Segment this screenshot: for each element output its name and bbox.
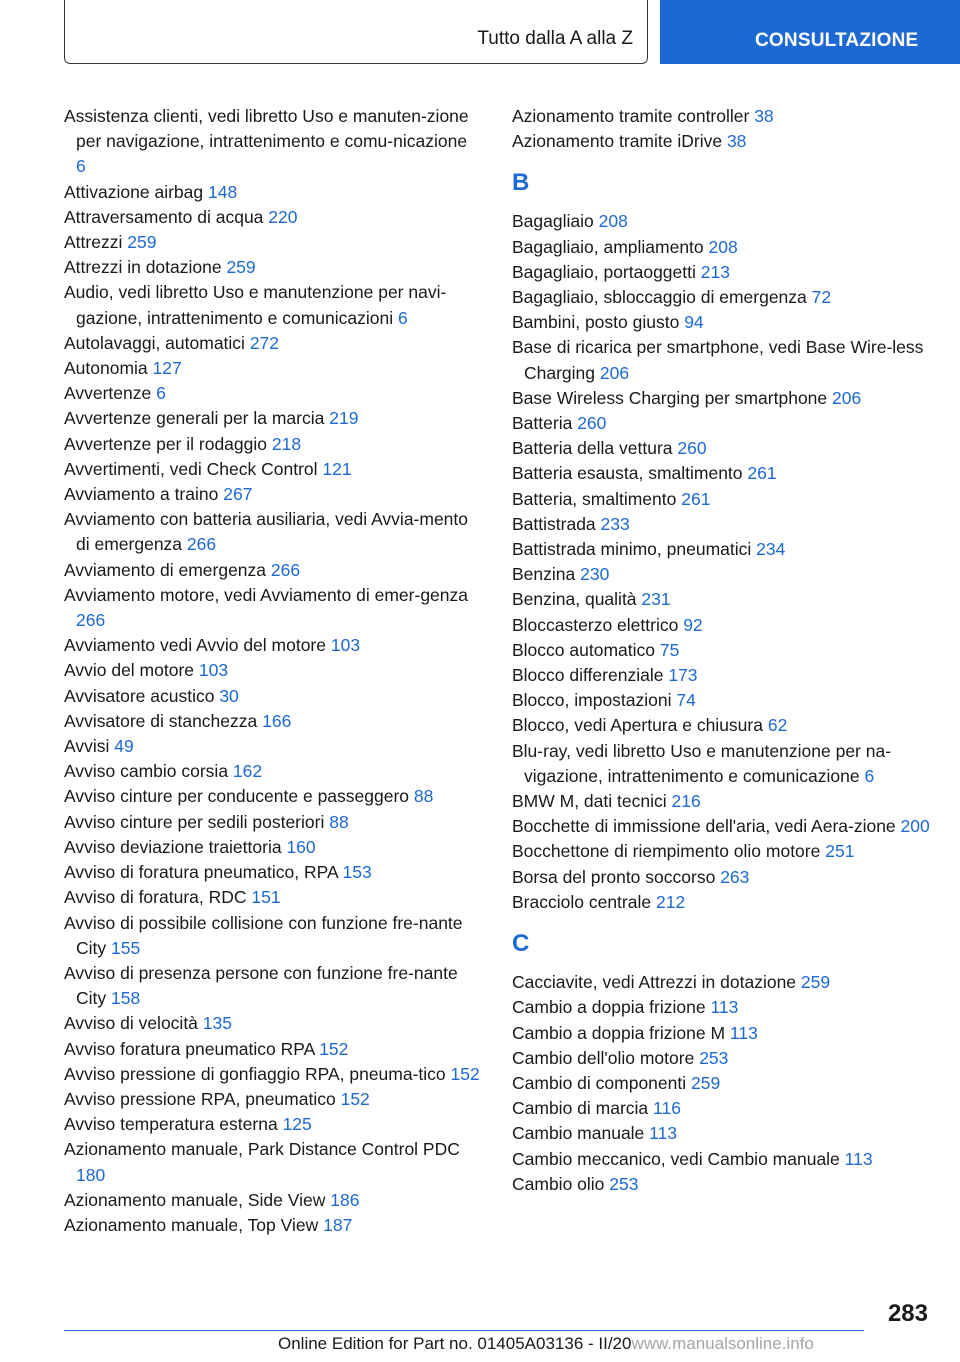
index-entry <box>64 633 480 658</box>
index-entry <box>512 285 932 310</box>
index-entry <box>64 684 480 709</box>
entry-term: Cambio meccanico, vedi Cambio manuale <box>512 1148 840 1169</box>
entry-term: Batteria esausta, smaltimento <box>512 463 743 484</box>
index-entry <box>64 381 480 406</box>
entry-page-link[interactable]: 266 <box>270 559 301 580</box>
entry-page-link[interactable]: 148 <box>208 181 238 202</box>
page-number: 283 <box>887 1300 928 1327</box>
entry-page-link[interactable]: 116 <box>653 1098 681 1119</box>
index-entry <box>512 129 932 154</box>
entry-term: Bracciolo centrale <box>512 891 652 912</box>
index-entry <box>512 713 932 738</box>
entry-page-link[interactable]: 152 <box>450 1063 480 1084</box>
index-entry <box>64 709 480 734</box>
entry-page-link[interactable]: 30 <box>219 685 239 706</box>
index-entry <box>64 457 480 482</box>
entry-page-link[interactable]: 219 <box>329 408 359 429</box>
entry-term: Battistrada minimo, pneumatici <box>512 539 752 560</box>
index-entry <box>64 835 480 860</box>
index-entry <box>64 432 480 457</box>
entry-page-link[interactable]: 152 <box>319 1038 349 1059</box>
entry-term: Attrezzi <box>64 232 123 253</box>
entry-page-link[interactable]: 113 <box>649 1123 678 1144</box>
index-entry <box>512 970 932 995</box>
entry-page-link[interactable]: 88 <box>413 786 434 807</box>
entry-page-link[interactable]: 74 <box>676 690 696 711</box>
entry-term: Avviso pressione RPA, pneumatico <box>64 1088 336 1109</box>
entry-term: Avviso di velocità <box>64 1013 198 1034</box>
entry-term: Avvisatore acustico <box>64 685 215 706</box>
entry-term: Cambio manuale <box>512 1123 645 1144</box>
entry-page-link[interactable]: 186 <box>330 1189 360 1210</box>
index-entry <box>512 1071 932 1096</box>
edition-note: Online Edition for Part no. 01405A03136 - II/20 <box>278 1334 632 1353</box>
entry-term: Avvertenze generali per la marcia <box>64 408 325 429</box>
letter-heading-c: C <box>512 930 530 958</box>
index-entry <box>64 658 480 683</box>
entry-term: Avviso di presenza persone con funzione fre-nante City <box>64 962 458 1009</box>
index-entry <box>512 487 932 512</box>
index-entry <box>512 613 932 638</box>
entry-term: Avviso di foratura, RDC <box>64 887 247 908</box>
index-entry <box>512 587 932 612</box>
index-entry <box>64 104 480 180</box>
entry-term: Avviso cinture per conducente e passeggero <box>64 786 410 807</box>
entry-page-link[interactable]: 253 <box>699 1047 729 1068</box>
index-entry <box>64 784 480 809</box>
index-entry <box>64 331 480 356</box>
entry-term: Cambio a doppia frizione M <box>512 1022 726 1043</box>
index-entry <box>64 734 480 759</box>
entry-term: Autonomia <box>64 358 148 379</box>
entry-page-link[interactable]: 267 <box>223 484 253 505</box>
entry-page-link[interactable]: 251 <box>825 841 855 862</box>
index-entry <box>512 739 932 789</box>
entry-page-link[interactable]: 200 <box>900 816 930 837</box>
section-title: Tutto dalla A alla Z <box>477 28 633 49</box>
entry-page-link[interactable]: 216 <box>671 791 701 812</box>
index-entry <box>64 911 480 961</box>
entry-term: Azionamento manuale, Park Distance Control PDC <box>64 1139 460 1160</box>
entry-term: Cambio dell'olio motore <box>512 1047 695 1068</box>
index-entry <box>64 1112 480 1137</box>
entry-page-link[interactable]: 230 <box>580 564 610 585</box>
entry-page-link[interactable]: 113 <box>844 1148 873 1169</box>
index-entry <box>512 235 932 260</box>
entry-term: Cambio olio <box>512 1173 605 1194</box>
entry-page-link[interactable]: 153 <box>342 862 372 883</box>
entry-page-link[interactable]: 160 <box>286 836 316 857</box>
entry-page-link[interactable]: 166 <box>262 710 292 731</box>
entry-page-link[interactable]: 212 <box>655 891 686 912</box>
entry-term: Autolavaggi, automatici <box>64 332 245 353</box>
index-entry <box>512 260 932 285</box>
entry-page-link[interactable]: 135 <box>202 1013 232 1034</box>
index-entry <box>512 688 932 713</box>
entry-page-link[interactable]: 121 <box>322 458 352 479</box>
entry-page-link[interactable]: 263 <box>720 866 750 887</box>
entry-term: Avviso temperatura esterna <box>64 1114 278 1135</box>
entry-term: Avvisatore di stanchezza <box>64 710 258 731</box>
entry-term: Assistenza clienti, vedi libretto Uso e manuten-zione per navigazione, intrattenimento e comu-nicazione <box>64 106 469 152</box>
index-entry <box>64 180 480 205</box>
entry-term: Bloccasterzo elettrico <box>512 614 679 635</box>
index-entry <box>512 1046 932 1071</box>
index-entry <box>512 411 932 436</box>
entry-term: Blocco automatico <box>512 639 655 660</box>
index-entry <box>512 436 932 461</box>
entry-page-link[interactable]: 218 <box>271 433 302 454</box>
entry-page-link[interactable]: 158 <box>111 988 141 1009</box>
entry-term: Batteria della vettura <box>512 438 673 459</box>
entry-term: Bagagliaio <box>512 211 594 232</box>
entry-term: Avvertimenti, vedi Check Control <box>64 458 318 479</box>
index-entry <box>64 507 480 557</box>
index-entry <box>512 209 932 234</box>
entry-page-link[interactable]: 151 <box>251 887 281 908</box>
entry-term: Avvertenze per il rodaggio <box>64 433 267 454</box>
index-entry <box>64 1037 480 1062</box>
entry-term: Avviso foratura pneumatico RPA <box>64 1038 315 1059</box>
index-entry <box>512 386 932 411</box>
entry-term: Avviso di possibile collisione con funzione fre-nante City <box>64 912 463 958</box>
index-entry <box>512 104 932 129</box>
entry-term: Cambio di componenti <box>512 1072 687 1093</box>
entry-page-link[interactable]: 260 <box>577 413 607 434</box>
entry-page-link[interactable]: 208 <box>708 236 738 257</box>
entry-term: Audio, vedi libretto Uso e manutenzione per navi-gazione, intrattenimento e comunicazioni <box>64 282 447 328</box>
index-entry <box>64 482 480 507</box>
entry-term: BMW M, dati tecnici <box>512 791 667 812</box>
entry-term: Base di ricarica per smartphone, vedi Base Wire-less Charging <box>512 337 924 383</box>
index-entry <box>64 255 480 280</box>
entry-term: Benzina, qualità <box>512 589 637 610</box>
index-entry <box>512 890 932 915</box>
entry-term: Avviso pressione di gonfiaggio RPA, pneuma-tico <box>64 1063 446 1084</box>
index-entry <box>64 1213 480 1238</box>
entry-page-link[interactable]: 260 <box>677 438 707 459</box>
index-entry <box>64 1188 480 1213</box>
entry-page-link[interactable]: 261 <box>681 488 711 509</box>
entry-term: Benzina <box>512 564 576 585</box>
entry-page-link[interactable]: 180 <box>76 1164 106 1185</box>
entry-page-link[interactable]: 113 <box>729 1022 758 1043</box>
entry-page-link[interactable]: 6 <box>398 307 408 328</box>
entry-page-link[interactable]: 253 <box>609 1173 639 1194</box>
entry-page-link[interactable]: 259 <box>226 257 256 278</box>
entry-page-link[interactable]: 6 <box>76 156 86 177</box>
entry-term: Avviamento vedi Avvio del motore <box>64 635 326 656</box>
entry-term: Azionamento manuale, Side View <box>64 1189 326 1210</box>
index-entry <box>512 1172 932 1197</box>
entry-term: Avviso di foratura pneumatico, RPA <box>64 862 338 883</box>
entry-page-link[interactable]: 231 <box>641 589 671 610</box>
entry-page-link[interactable]: 259 <box>127 232 157 253</box>
entry-term: Avviamento motore, vedi Avviamento di emer-genza <box>64 584 469 605</box>
entry-term: Avviso cambio corsia <box>64 761 229 782</box>
entry-term: Azionamento tramite iDrive <box>512 131 723 152</box>
entry-page-link[interactable]: 6 <box>156 383 166 404</box>
entry-page-link[interactable]: 234 <box>756 539 786 560</box>
entry-page-link[interactable]: 266 <box>186 534 217 555</box>
entry-page-link[interactable]: 88 <box>329 811 349 832</box>
entry-term: Bocchettone di riempimento olio motore <box>512 841 821 862</box>
index-entry <box>512 995 932 1020</box>
index-entry <box>64 280 480 330</box>
entry-page-link[interactable]: 266 <box>76 610 106 631</box>
entry-term: Cacciavite, vedi Attrezzi in dotazione <box>512 972 797 993</box>
entry-page-link[interactable]: 259 <box>691 1072 721 1093</box>
entry-page-link[interactable]: 103 <box>330 635 361 656</box>
chapter-tab-label: CONSULTAZIONE <box>755 30 919 51</box>
entry-term: Avvisi <box>64 736 110 757</box>
index-entry <box>64 1062 480 1087</box>
entry-term: Attivazione airbag <box>64 181 204 202</box>
entry-term: Bocchette di immissione dell'aria, vedi Aera-zione <box>512 816 896 837</box>
entry-page-link[interactable]: 259 <box>800 972 831 993</box>
entry-term: Cambio di marcia <box>512 1098 649 1119</box>
entry-page-link[interactable]: 272 <box>249 332 280 353</box>
index-entry <box>512 512 932 537</box>
entry-page-link[interactable]: 220 <box>268 206 298 227</box>
entry-term: Blocco, impostazioni <box>512 690 672 711</box>
entry-term: Blocco, vedi Apertura e chiusura <box>512 715 763 736</box>
entry-term: Base Wireless Charging per smartphone <box>512 387 828 408</box>
entry-term: Attraversamento di acqua <box>64 206 264 227</box>
entry-term: Bagagliaio, ampliamento <box>512 236 704 257</box>
entry-term: Avvertenze <box>64 383 152 404</box>
index-entry <box>512 839 932 864</box>
index-entry <box>512 1096 932 1121</box>
entry-page-link[interactable]: 49 <box>114 736 134 757</box>
index-entry <box>512 335 932 385</box>
index-column-left <box>64 104 480 1238</box>
entry-term: Avviso deviazione traiettoria <box>64 836 282 857</box>
index-entry <box>512 1021 932 1046</box>
index-entry <box>512 537 932 562</box>
entry-page-link[interactable]: 38 <box>726 131 747 152</box>
entry-term: Borsa del pronto soccorso <box>512 866 716 887</box>
entry-page-link[interactable]: 261 <box>747 463 777 484</box>
index-entry <box>512 1121 932 1146</box>
entry-page-link[interactable]: 92 <box>683 614 703 635</box>
entry-page-link[interactable]: 233 <box>600 513 630 534</box>
entry-term: Avviamento a traino <box>64 484 219 505</box>
chapter-tab[interactable] <box>660 0 960 64</box>
index-column-right <box>512 104 932 1197</box>
index-entry <box>64 885 480 910</box>
entry-term: Bagagliaio, portaoggetti <box>512 261 696 282</box>
footer-divider <box>64 1330 864 1331</box>
entry-term: Battistrada <box>512 513 596 534</box>
entry-page-link[interactable]: 75 <box>659 639 680 660</box>
index-entry <box>64 583 480 633</box>
letter-heading-b: B <box>512 169 530 197</box>
index-entry <box>512 461 932 486</box>
footer-text <box>278 1334 814 1354</box>
index-entry <box>512 814 932 839</box>
entry-term: Blocco differenziale <box>512 665 664 686</box>
entry-term: Cambio a doppia frizione <box>512 997 706 1018</box>
entry-term: Attrezzi in dotazione <box>64 257 222 278</box>
entry-page-link[interactable]: 6 <box>864 765 875 786</box>
entry-page-link[interactable]: 125 <box>282 1114 312 1135</box>
index-entry <box>64 1087 480 1112</box>
entry-page-link[interactable]: 173 <box>668 665 698 686</box>
index-entry <box>64 406 480 431</box>
entry-page-link[interactable]: 206 <box>599 362 630 383</box>
index-entry <box>64 961 480 1011</box>
index-entry <box>64 1011 480 1036</box>
entry-page-link[interactable]: 162 <box>232 761 263 782</box>
index-entry <box>64 759 480 784</box>
entry-term: Blu-ray, vedi libretto Uso e manutenzione per na-vigazione, intrattenimento e comunicazione <box>512 740 892 786</box>
index-entry <box>512 865 932 890</box>
index-entry <box>512 663 932 688</box>
entry-term: Batteria, smaltimento <box>512 488 677 509</box>
entry-term: Azionamento manuale, Top View <box>64 1214 319 1235</box>
entry-page-link[interactable]: 113 <box>710 997 739 1018</box>
index-entry <box>64 558 480 583</box>
entry-page-link[interactable]: 208 <box>598 211 628 232</box>
index-entry <box>512 310 932 335</box>
entry-term: Azionamento tramite controller <box>512 106 750 126</box>
entry-page-link[interactable]: 152 <box>340 1088 370 1109</box>
entry-page-link[interactable]: 187 <box>323 1214 353 1235</box>
entry-page-link[interactable]: 213 <box>700 261 730 282</box>
index-entry <box>64 230 480 255</box>
watermark: www.manualsonline.info <box>631 1334 814 1353</box>
entry-page-link[interactable]: 206 <box>832 387 862 408</box>
index-entry <box>512 789 932 814</box>
index-entry <box>64 205 480 230</box>
entry-term: Bambini, posto giusto <box>512 312 680 333</box>
entry-page-link[interactable]: 38 <box>754 106 774 126</box>
entry-term: Avviamento di emergenza <box>64 559 267 580</box>
entry-term: Avvio del motore <box>64 660 195 681</box>
entry-page-link[interactable]: 127 <box>152 358 182 379</box>
entry-term: Avviso cinture per sedili posteriori <box>64 811 325 832</box>
index-entry <box>64 1137 480 1187</box>
index-entry <box>64 810 480 835</box>
index-entry <box>64 356 480 381</box>
entry-term: Batteria <box>512 413 573 434</box>
index-entry <box>64 860 480 885</box>
entry-page-link[interactable]: 155 <box>111 937 141 958</box>
entry-page-link[interactable]: 72 <box>811 287 832 308</box>
entry-page-link[interactable]: 94 <box>684 312 704 333</box>
index-entry <box>512 562 932 587</box>
index-entry <box>512 638 932 663</box>
entry-term: Bagagliaio, sbloccaggio di emergenza <box>512 287 807 308</box>
entry-term: Avviamento con batteria ausiliaria, vedi Avvia-mento di emergenza <box>64 509 469 555</box>
index-entry <box>512 1147 932 1172</box>
entry-page-link[interactable]: 62 <box>767 715 788 736</box>
entry-page-link[interactable]: 103 <box>198 660 229 681</box>
